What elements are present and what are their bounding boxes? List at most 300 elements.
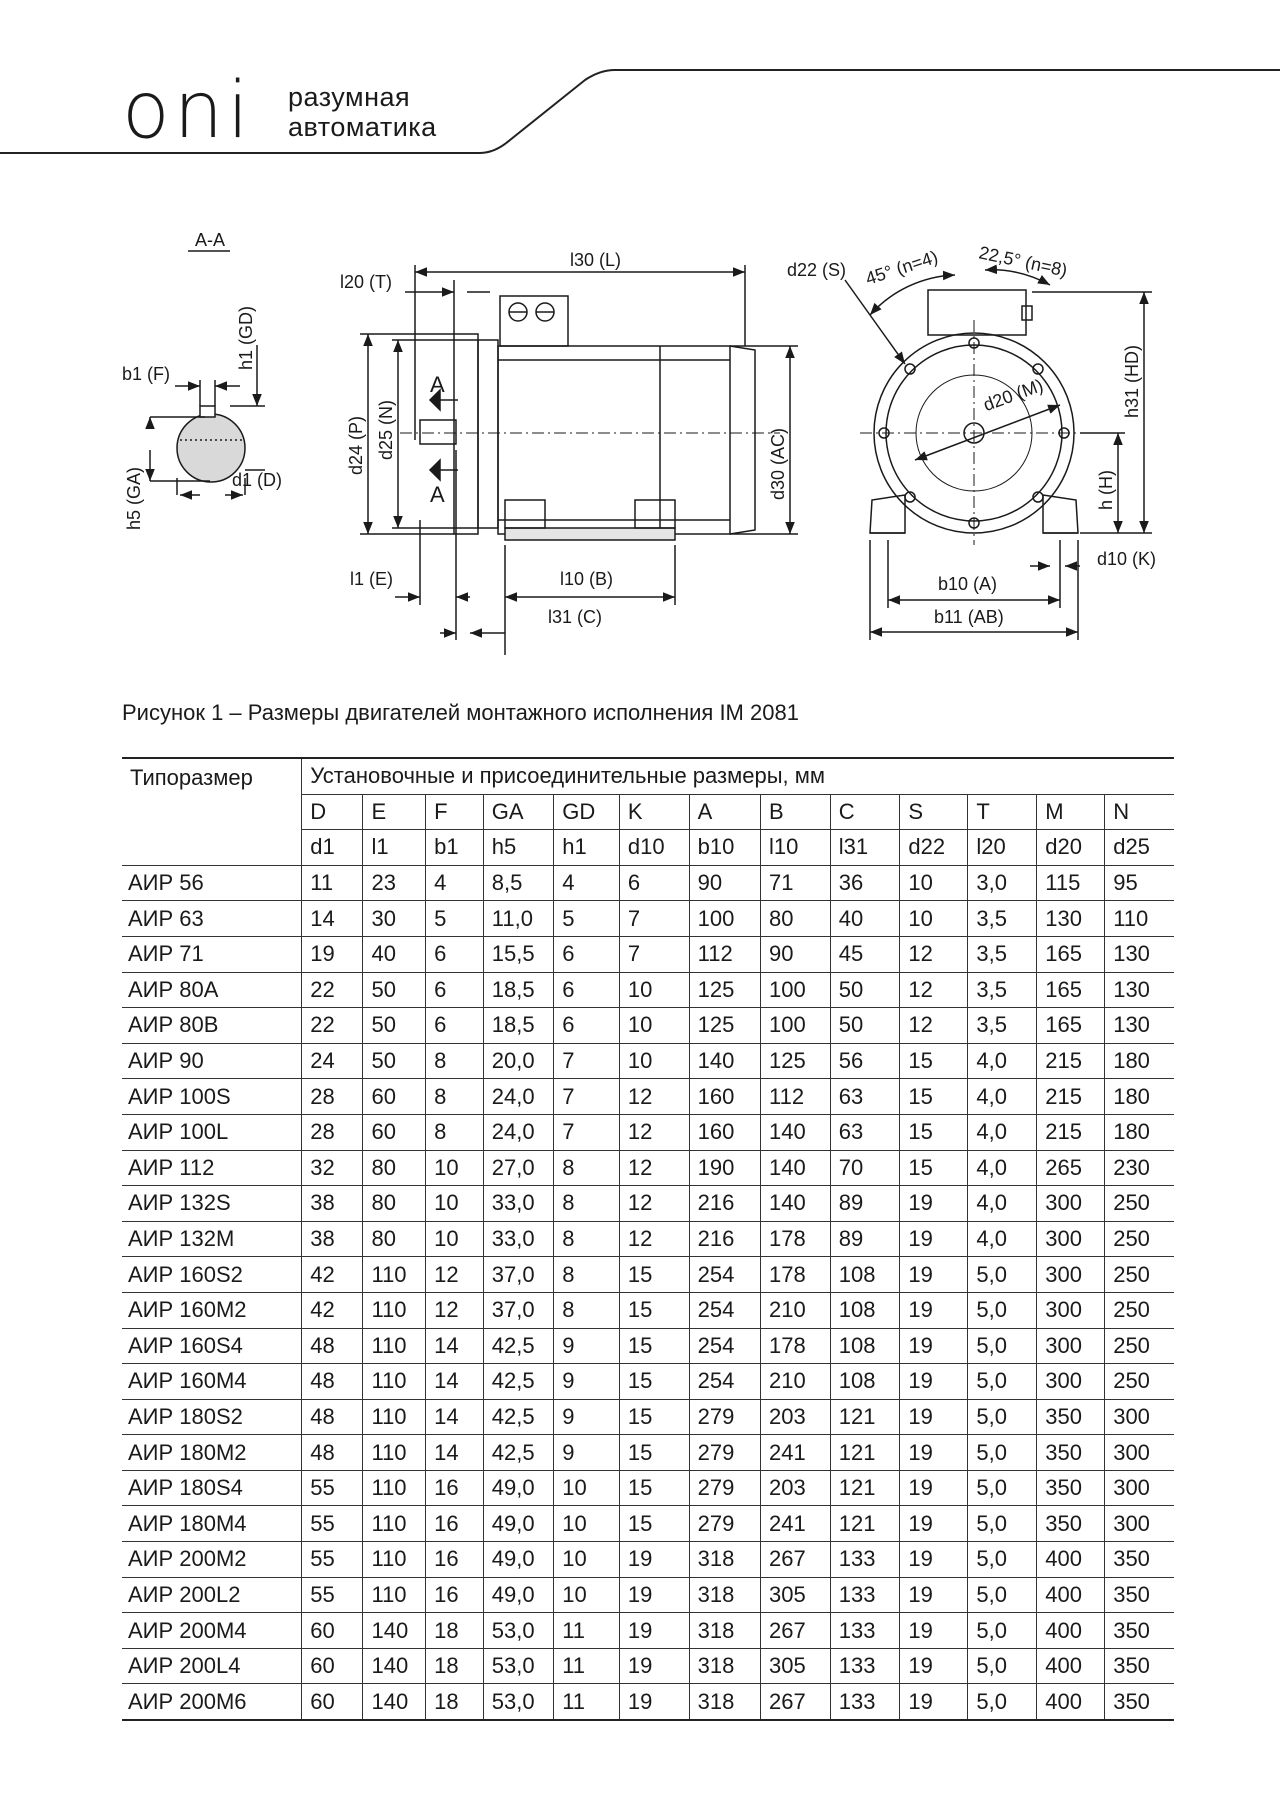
motor-size-cell: АИР 100S	[122, 1079, 302, 1115]
column-header: F	[426, 794, 484, 830]
subcolumn-header: l1	[363, 830, 426, 866]
dimension-cell: 3,5	[968, 901, 1037, 937]
dimension-cell: 6	[426, 1008, 484, 1044]
dimension-cell: 3,5	[968, 936, 1037, 972]
dimension-cell: 254	[689, 1364, 760, 1400]
dimension-cell: 15	[900, 1150, 968, 1186]
dimension-cell: 300	[1105, 1399, 1174, 1435]
dimension-cell: 27,0	[483, 1150, 553, 1186]
dimension-cell: 7	[619, 901, 689, 937]
dimension-cell: 125	[689, 972, 760, 1008]
dimension-cell: 11,0	[483, 901, 553, 937]
dimension-cell: 110	[1105, 901, 1174, 937]
dimension-cell: 42,5	[483, 1328, 553, 1364]
dimension-cell: 267	[761, 1613, 831, 1649]
dimension-cell: 165	[1037, 1008, 1105, 1044]
dimension-cell: 115	[1037, 865, 1105, 901]
dimension-cell: 121	[830, 1435, 900, 1471]
table-row	[122, 1186, 1174, 1222]
motor-size-cell: АИР 90	[122, 1043, 302, 1079]
table-row	[122, 1577, 1174, 1613]
dimension-cell: 22	[302, 1008, 363, 1044]
dimension-cell: 12	[619, 1186, 689, 1222]
dimension-cell: 19	[900, 1328, 968, 1364]
dimension-cell: 10	[554, 1577, 620, 1613]
table-row	[122, 1399, 1174, 1435]
brand-tagline	[288, 82, 437, 142]
dimension-cell: 9	[554, 1435, 620, 1471]
dimension-cell: 28	[302, 1079, 363, 1115]
subcolumn-header: h1	[554, 830, 620, 866]
dimension-cell: 400	[1037, 1684, 1105, 1720]
dimension-cell: 305	[761, 1577, 831, 1613]
dimension-cell: 33,0	[483, 1221, 553, 1257]
dimension-cell: 108	[830, 1292, 900, 1328]
dimension-cell: 350	[1037, 1435, 1105, 1471]
label-l31: l31 (C)	[548, 607, 603, 627]
table-row	[122, 1079, 1174, 1115]
dimension-cell: 178	[761, 1328, 831, 1364]
dimension-cell: 112	[689, 936, 760, 972]
tagline-line2: автоматика	[288, 112, 437, 142]
dimension-cell: 110	[363, 1328, 426, 1364]
dimension-cell: 178	[761, 1257, 831, 1293]
dimension-cell: 10	[900, 901, 968, 937]
label-l10: l10 (B)	[560, 569, 614, 589]
dimension-cell: 19	[619, 1542, 689, 1578]
motor-size-cell: АИР 132M	[122, 1221, 302, 1257]
dimension-cell: 8	[554, 1292, 620, 1328]
dimension-cell: 5,0	[968, 1542, 1037, 1578]
dimension-cell: 350	[1037, 1399, 1105, 1435]
dimension-cell: 14	[426, 1364, 484, 1400]
dimension-cell: 16	[426, 1577, 484, 1613]
label-d25: d25 (N)	[376, 399, 396, 460]
dimension-cell: 5	[426, 901, 484, 937]
dimension-cell: 5,0	[968, 1292, 1037, 1328]
subcolumn-header: h5	[483, 830, 553, 866]
dimension-cell: 15	[619, 1328, 689, 1364]
motor-size-cell: АИР 180M2	[122, 1435, 302, 1471]
dimension-cell: 4,0	[968, 1221, 1037, 1257]
dimension-cell: 4	[426, 865, 484, 901]
column-header: D	[302, 794, 363, 830]
dimension-cell: 10	[619, 1008, 689, 1044]
tagline-line1: разумная	[288, 82, 411, 112]
dimension-cell: 24	[302, 1043, 363, 1079]
dimension-cell: 267	[761, 1542, 831, 1578]
dimension-cell: 56	[830, 1043, 900, 1079]
dimension-cell: 3,0	[968, 865, 1037, 901]
dimension-cell: 140	[761, 1150, 831, 1186]
dimension-cell: 48	[302, 1399, 363, 1435]
table-row	[122, 1008, 1174, 1044]
dimension-cell: 400	[1037, 1542, 1105, 1578]
subcolumn-header: l10	[761, 830, 831, 866]
motor-size-cell: АИР 112	[122, 1150, 302, 1186]
dimension-cell: 19	[619, 1577, 689, 1613]
dimension-cell: 300	[1037, 1292, 1105, 1328]
dimension-cell: 18	[426, 1648, 484, 1684]
dimension-cell: 203	[761, 1470, 831, 1506]
dimension-cell: 5,0	[968, 1435, 1037, 1471]
motor-size-cell: АИР 160S2	[122, 1257, 302, 1293]
dimension-cell: 300	[1037, 1257, 1105, 1293]
dimension-cell: 5,0	[968, 1257, 1037, 1293]
dimension-cell: 19	[900, 1684, 968, 1720]
dimension-cell: 49,0	[483, 1470, 553, 1506]
dimension-cell: 5,0	[968, 1613, 1037, 1649]
dimension-cell: 110	[363, 1506, 426, 1542]
table-row	[122, 1613, 1174, 1649]
label-d20: d20 (M)	[980, 375, 1046, 416]
table-row	[122, 1221, 1174, 1257]
dimension-cell: 18,5	[483, 1008, 553, 1044]
dimension-cell: 241	[761, 1506, 831, 1542]
dimension-cell: 42,5	[483, 1364, 553, 1400]
dimension-cell: 125	[689, 1008, 760, 1044]
dimension-cell: 350	[1105, 1577, 1174, 1613]
dimension-cell: 18	[426, 1684, 484, 1720]
dimension-cell: 121	[830, 1470, 900, 1506]
dimension-cell: 350	[1105, 1648, 1174, 1684]
label-l30: l30 (L)	[570, 250, 622, 270]
dimension-cell: 19	[900, 1435, 968, 1471]
dimension-cell: 215	[1037, 1114, 1105, 1150]
dimension-cell: 4,0	[968, 1150, 1037, 1186]
dimension-cell: 100	[761, 1008, 831, 1044]
motor-size-cell: АИР 63	[122, 901, 302, 937]
table-header-row	[122, 758, 1174, 794]
dimension-cell: 130	[1105, 936, 1174, 972]
dimension-cell: 24,0	[483, 1114, 553, 1150]
label-h1: h1 (GD)	[236, 305, 256, 370]
dimension-cell: 140	[363, 1684, 426, 1720]
dimension-cell: 250	[1105, 1221, 1174, 1257]
dimension-cell: 14	[426, 1435, 484, 1471]
section-label: A-A	[195, 230, 226, 250]
table-row	[122, 1043, 1174, 1079]
dimension-cell: 110	[363, 1292, 426, 1328]
dimension-cell: 90	[761, 936, 831, 972]
dimension-cell: 241	[761, 1435, 831, 1471]
dimension-cell: 53,0	[483, 1613, 553, 1649]
dimension-cell: 50	[363, 972, 426, 1008]
dimension-cell: 12	[426, 1292, 484, 1328]
dimension-cell: 160	[689, 1114, 760, 1150]
dimension-cell: 12	[619, 1221, 689, 1257]
dimension-cell: 15	[900, 1079, 968, 1115]
label-d1: d1 (D)	[232, 470, 283, 490]
dimension-cell: 300	[1105, 1435, 1174, 1471]
column-header: E	[363, 794, 426, 830]
dimension-cell: 10	[619, 1043, 689, 1079]
table-body	[122, 865, 1174, 1720]
dimension-cell: 3,5	[968, 972, 1037, 1008]
dimension-cell: 53,0	[483, 1648, 553, 1684]
dimension-cell: 28	[302, 1114, 363, 1150]
dimension-cell: 19	[900, 1506, 968, 1542]
dimension-cell: 19	[900, 1470, 968, 1506]
motor-size-cell: АИР 200L2	[122, 1577, 302, 1613]
dimension-cell: 3,5	[968, 1008, 1037, 1044]
column-header: C	[830, 794, 900, 830]
dimension-cell: 19	[900, 1186, 968, 1222]
dimension-cell: 108	[830, 1257, 900, 1293]
dimension-cell: 6	[554, 1008, 620, 1044]
dimension-cell: 15	[619, 1292, 689, 1328]
dimension-cell: 50	[830, 1008, 900, 1044]
column-header: GD	[554, 794, 620, 830]
dimension-cell: 80	[761, 901, 831, 937]
motor-size-cell: АИР 160M4	[122, 1364, 302, 1400]
dimension-cell: 110	[363, 1399, 426, 1435]
dimension-cell: 400	[1037, 1613, 1105, 1649]
dimension-cell: 160	[689, 1079, 760, 1115]
column-header: T	[968, 794, 1037, 830]
dimension-cell: 55	[302, 1542, 363, 1578]
dimension-cell: 15	[619, 1399, 689, 1435]
dimension-cell: 318	[689, 1577, 760, 1613]
dimension-cell: 48	[302, 1364, 363, 1400]
motor-size-cell: АИР 180S4	[122, 1470, 302, 1506]
table-row	[122, 1114, 1174, 1150]
dimension-cell: 210	[761, 1364, 831, 1400]
dimension-cell: 49,0	[483, 1506, 553, 1542]
dimension-cell: 6	[619, 865, 689, 901]
dimension-cell: 300	[1037, 1221, 1105, 1257]
dimension-cell: 8	[426, 1114, 484, 1150]
dimension-cell: 4,0	[968, 1043, 1037, 1079]
dimension-cell: 19	[900, 1221, 968, 1257]
dimension-cell: 100	[689, 901, 760, 937]
dimension-cell: 90	[689, 865, 760, 901]
motor-size-cell: АИР 160M2	[122, 1292, 302, 1328]
dimension-cell: 133	[830, 1542, 900, 1578]
table-row	[122, 1435, 1174, 1471]
dimension-cell: 110	[363, 1435, 426, 1471]
dimension-cell: 300	[1037, 1328, 1105, 1364]
label-angle-22: 22,5° (n=8)	[977, 242, 1070, 281]
dimension-cell: 250	[1105, 1292, 1174, 1328]
dimension-cell: 60	[302, 1648, 363, 1684]
motor-front-view	[845, 270, 1152, 640]
label-l1: l1 (E)	[350, 569, 394, 589]
dimension-cell: 10	[426, 1221, 484, 1257]
dimension-cell: 250	[1105, 1257, 1174, 1293]
dimension-cell: 6	[426, 972, 484, 1008]
motor-size-cell: АИР 180M4	[122, 1506, 302, 1542]
table-row	[122, 1542, 1174, 1578]
dimension-cell: 140	[761, 1114, 831, 1150]
dimension-cell: 19	[900, 1648, 968, 1684]
dimension-cell: 89	[830, 1221, 900, 1257]
dimension-cell: 121	[830, 1399, 900, 1435]
label-h31: h31 (HD)	[1122, 344, 1142, 418]
dimension-cell: 19	[900, 1577, 968, 1613]
dimension-cell: 10	[619, 972, 689, 1008]
dimension-cell: 60	[302, 1684, 363, 1720]
dimension-cell: 12	[900, 1008, 968, 1044]
dimension-cell: 140	[363, 1613, 426, 1649]
dimension-cell: 19	[619, 1613, 689, 1649]
motor-dimension-drawing	[0, 215, 1280, 655]
dimension-cell: 279	[689, 1506, 760, 1542]
dimension-cell: 18	[426, 1613, 484, 1649]
dimension-cell: 63	[830, 1079, 900, 1115]
dimension-cell: 279	[689, 1470, 760, 1506]
dimension-cell: 14	[302, 901, 363, 937]
dimension-cell: 15	[619, 1506, 689, 1542]
dimension-cell: 19	[900, 1257, 968, 1293]
dimension-cell: 18,5	[483, 972, 553, 1008]
dimension-cell: 24,0	[483, 1079, 553, 1115]
motor-size-cell: АИР 200M4	[122, 1613, 302, 1649]
dimension-cell: 19	[619, 1684, 689, 1720]
dimension-cell: 12	[426, 1257, 484, 1293]
dimension-cell: 110	[363, 1577, 426, 1613]
dimension-cell: 8	[426, 1043, 484, 1079]
dimension-cell: 254	[689, 1328, 760, 1364]
dimension-cell: 121	[830, 1506, 900, 1542]
motor-size-cell: АИР 200M2	[122, 1542, 302, 1578]
dimension-cell: 350	[1105, 1613, 1174, 1649]
dimension-cell: 216	[689, 1186, 760, 1222]
label-l20: l20 (T)	[340, 272, 393, 292]
dimension-cell: 15	[619, 1435, 689, 1471]
dimension-cell: 7	[554, 1043, 620, 1079]
motor-size-cell: АИР 200M6	[122, 1684, 302, 1720]
dimension-cell: 48	[302, 1435, 363, 1471]
dimension-cell: 133	[830, 1684, 900, 1720]
dimension-cell: 230	[1105, 1150, 1174, 1186]
label-h5: h5 (GA)	[124, 466, 144, 530]
label-b1: b1 (F)	[122, 364, 171, 384]
dimension-cell: 50	[363, 1008, 426, 1044]
dimension-cell: 5,0	[968, 1328, 1037, 1364]
dimension-cell: 4,0	[968, 1186, 1037, 1222]
dimensions-table	[122, 757, 1174, 1721]
dimension-cell: 350	[1105, 1542, 1174, 1578]
dimension-cell: 5,0	[968, 1577, 1037, 1613]
dimension-cell: 100	[761, 972, 831, 1008]
dimension-cell: 20,0	[483, 1043, 553, 1079]
dimension-cell: 130	[1037, 901, 1105, 937]
dimension-cell: 38	[302, 1186, 363, 1222]
dimension-cell: 318	[689, 1613, 760, 1649]
dimension-cell: 15	[900, 1043, 968, 1079]
dimension-cell: 53,0	[483, 1684, 553, 1720]
dimension-cell: 7	[619, 936, 689, 972]
dimension-cell: 12	[619, 1079, 689, 1115]
dimension-cell: 133	[830, 1648, 900, 1684]
section-marker-bottom: A	[430, 482, 445, 507]
column-header: N	[1105, 794, 1174, 830]
dimension-cell: 10	[900, 865, 968, 901]
label-d24: d24 (P)	[346, 415, 366, 475]
dimension-cell: 5,0	[968, 1684, 1037, 1720]
dimension-cell: 6	[554, 936, 620, 972]
dimension-cell: 10	[554, 1542, 620, 1578]
table-row	[122, 1150, 1174, 1186]
dimension-cell: 318	[689, 1542, 760, 1578]
motor-side-view	[360, 265, 798, 655]
dimension-cell: 300	[1105, 1470, 1174, 1506]
dimension-cell: 16	[426, 1542, 484, 1578]
dimension-cell: 140	[761, 1186, 831, 1222]
dimension-cell: 110	[363, 1542, 426, 1578]
dimension-cell: 36	[830, 865, 900, 901]
column-header: A	[689, 794, 760, 830]
dimension-cell: 210	[761, 1292, 831, 1328]
dimension-cell: 130	[1105, 1008, 1174, 1044]
table-row	[122, 1506, 1174, 1542]
dimension-cell: 140	[689, 1043, 760, 1079]
dimension-cell: 42,5	[483, 1399, 553, 1435]
dimension-cell: 80	[363, 1186, 426, 1222]
dimension-cell: 45	[830, 936, 900, 972]
dimension-cell: 300	[1105, 1506, 1174, 1542]
dimension-cell: 6	[554, 972, 620, 1008]
dimension-cell: 33,0	[483, 1186, 553, 1222]
dimension-cell: 19	[900, 1292, 968, 1328]
dimension-cell: 10	[426, 1150, 484, 1186]
dimension-cell: 55	[302, 1577, 363, 1613]
dimension-cell: 108	[830, 1364, 900, 1400]
dimension-cell: 215	[1037, 1079, 1105, 1115]
section-marker-top: A	[430, 372, 445, 397]
dimension-cell: 14	[426, 1399, 484, 1435]
subcolumn-header: b10	[689, 830, 760, 866]
table-row	[122, 1470, 1174, 1506]
dimension-cell: 110	[363, 1257, 426, 1293]
dimension-cell: 216	[689, 1221, 760, 1257]
motor-size-cell: АИР 80В	[122, 1008, 302, 1044]
dimension-cell: 63	[830, 1114, 900, 1150]
group-header: Установочные и присоединительные размеры, мм	[302, 758, 1174, 794]
column-header: M	[1037, 794, 1105, 830]
dimension-cell: 125	[761, 1043, 831, 1079]
dimension-cell: 15	[619, 1364, 689, 1400]
table-row	[122, 901, 1174, 937]
dimension-cell: 300	[1037, 1364, 1105, 1400]
dimension-cell: 140	[363, 1648, 426, 1684]
dimension-cell: 42	[302, 1292, 363, 1328]
dimension-cell: 37,0	[483, 1257, 553, 1293]
dimension-cell: 8	[426, 1079, 484, 1115]
dimension-cell: 133	[830, 1577, 900, 1613]
dimension-cell: 70	[830, 1150, 900, 1186]
dimension-cell: 15	[619, 1470, 689, 1506]
dimension-cell: 318	[689, 1684, 760, 1720]
table-row	[122, 1257, 1174, 1293]
dimension-cell: 8	[554, 1221, 620, 1257]
dimension-cell: 12	[900, 936, 968, 972]
dimension-cell: 10	[554, 1506, 620, 1542]
dimension-cell: 318	[689, 1648, 760, 1684]
subcolumn-header: l31	[830, 830, 900, 866]
dimension-cell: 180	[1105, 1043, 1174, 1079]
dimension-cell: 110	[363, 1364, 426, 1400]
label-h: h (H)	[1096, 470, 1116, 510]
dimension-cell: 15	[619, 1257, 689, 1293]
dimension-cell: 350	[1037, 1470, 1105, 1506]
dimension-cell: 190	[689, 1150, 760, 1186]
dimension-cell: 165	[1037, 972, 1105, 1008]
dimension-cell: 80	[363, 1150, 426, 1186]
dimension-cell: 19	[900, 1399, 968, 1435]
dimension-cell: 165	[1037, 936, 1105, 972]
